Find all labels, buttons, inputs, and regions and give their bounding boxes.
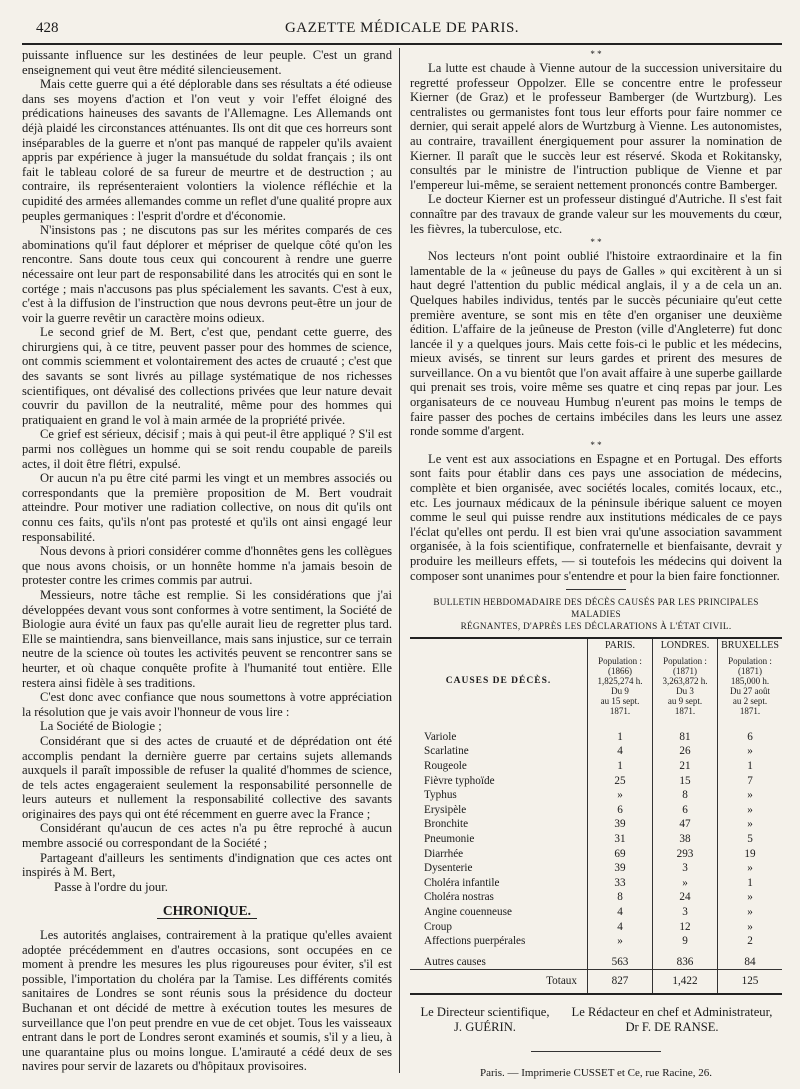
londres-cell: 15 — [653, 774, 718, 789]
bulletin-title — [410, 596, 782, 632]
article-paragraph: Le second grief de M. Bert, c'est que, pendant cette guerre, des chirurgiens qui, à ce titre, peuvent passer pour des hommes de science, ont commis sciemment et volontairement des actes de cruauté ; c'est que des savants se sont livrés au pillage systématique de nos richesses scientifiques, ont dévalisé des collections privées que leur nature devait couvrir du pavillon de la neutralité, même pour des hommes qui pratiquaient en grand le vol à main armée de la propriété privée. — [22, 325, 392, 427]
paris-cell: 1 — [588, 724, 653, 745]
article-paragraph: La lutte est chaude à Vienne autour de la succession universitaire du regretté professeur Oppolzer. Elle se concentre entre le professeur Kierner (de Graz) et le professeur Bamberger (de Wurtzburg). Les centralistes ou germanistes font tous leur efforts pour faire nommer ce dernier, qui serait appelé alors de Wurtzburg à Vienne. Les autonomistes, au contraire, travaillent énergiquement pour assurer la nomination de Kierner. Il paraît que le succès leur est réservé. Skoda et Rokitansky, consultés par le ministre de l'intruction publique de Vienne et par l'empereur lui-même, se seraient nettement prononcés contre Bamberger. — [410, 61, 782, 192]
article-paragraph: Passe à l'ordre du jour. — [54, 879, 168, 894]
londres-cell: 9 — [653, 934, 718, 949]
total-label: Totaux — [410, 970, 588, 994]
paris-cell: 6 — [588, 803, 653, 818]
journal-title: GAZETTE MÉDICALE DE PARIS. — [284, 20, 520, 36]
bruxelles-cell: » — [718, 861, 783, 876]
article-paragraph: Le docteur Kierner est un professeur distingué d'Autriche. Il s'est fait connaître par des travaux de grande valeur sur les mouvements du cœur, les fièvres, la tuberculose, etc. — [410, 192, 782, 236]
table-row — [410, 847, 782, 862]
londres-cell: 3 — [653, 861, 718, 876]
city-info-line: au 2 sept. — [732, 695, 768, 706]
city-info-line: Du 3 — [676, 685, 694, 696]
article-paragraph: Considérant qu'aucun de ces actes n'a pu être reproché à aucun membre associé ou correspondant de la Société ; — [22, 821, 392, 851]
signatures — [410, 1005, 782, 1045]
bruxelles-cell: 7 — [718, 774, 783, 789]
city-info-line: Du 27 août — [730, 685, 770, 696]
table-row — [410, 774, 782, 789]
article-paragraph: Mais cette guerre qui a été déplorable dans ses résultats a été odieuse dans ses moyens d'action et l'on veut y voir l'effet éloigné des prédications haineuses des savants de l'Allemagne. Les Allemands ont déjà plaidé les circonstances atténuantes. Ils ont dit que ces horreurs sont inséparables de la guerre et n'ont pas manqué de rappeler qu'ils avaient appris par expérience à juger la mansuétude du soldat français ; ils ont fait le tableau coloré de sa fureur de meurtre et de destruction ; au contraire, ils représenteraient volontiers la violence réfléchie et la cupidité des armées allemandes comme un reflet d'une qualité propre aux peuples germaniques : l'esprit d'ordre et d'économie. — [22, 77, 392, 223]
separator-stars: * * — [590, 237, 602, 248]
section-title-text: CHRONIQUE. — [157, 903, 257, 919]
cause-cell: Affections puerpérales — [424, 935, 526, 948]
londres-cell: 26 — [653, 744, 718, 759]
paris-cell: » — [588, 934, 653, 949]
table-row — [410, 832, 782, 847]
article-paragraph: Le vent est aux associations en Espagne et en Portugal. Des efforts sont faits pour établir dans ces pays une association de médecins, complète et bien organisée, avec sociétés locales, comités locaux, etc., etc. Les journaux médicaux de la péninsule ibérique saluent ce moyen comme le seul qui puisse rendre aux institutions médicales de ce pays l'éclat qu'elles ont perdu. Il est bien vrai qu'une association savamment organisée, à la fois scientifique, confraternelle et bienfaisante, devrait y produire les meilleurs effets, — si toutefois les médecins qui doivent la composer sont unanimes pour s'entendre et pour la bien faire fonctionner. — [410, 451, 782, 583]
city-info — [588, 654, 653, 724]
cause-cell: Typhus — [424, 789, 457, 802]
footer-rule — [531, 1051, 661, 1052]
section-title — [22, 904, 392, 919]
cause-cell: Scarlatine — [424, 745, 469, 758]
table-row — [410, 949, 782, 970]
paris-cell: 31 — [588, 832, 653, 847]
table-row — [410, 905, 782, 920]
bruxelles-cell: » — [718, 817, 783, 832]
right-column — [410, 48, 782, 1080]
article-paragraph: Messieurs, notre tâche est remplie. Si les considérations que j'ai développées devant vous sont conformes à votre sentiment, la Société de Biologie aura évité un faux pas qu'elle aurait lieu de regretter plus tard. Elle se maintiendra, sans bienveillance, mais sans injustice, sur ce terrain neutre de la science où toutes les activités peuvent se rencontrer sans se heurter, et où chaque conquête profite à l'humanité tout entière. Elle restera ainsi fidèle à ses traditions. — [22, 587, 392, 690]
cause-cell: Rougeole — [424, 760, 467, 773]
table-row — [410, 890, 782, 905]
city-header: LONDRES. — [653, 638, 718, 654]
editor-signature — [562, 1005, 782, 1035]
director-role: Le Directeur scientifique, — [420, 1004, 550, 1019]
londres-cell: 12 — [653, 920, 718, 935]
paris-cell: 1 — [588, 759, 653, 774]
table-row — [410, 803, 782, 818]
cause-cell: Bronchite — [424, 818, 469, 831]
city-info-line: (1871) — [738, 665, 762, 676]
separator-stars: * * — [590, 439, 602, 450]
paris-cell: 39 — [588, 861, 653, 876]
city-info-line: Population : — [663, 655, 707, 666]
londres-cell: 8 — [653, 788, 718, 803]
article-paragraph: puissante influence sur les destinées de leur peuple. C'est un grand enseignement qui veut être médité silencieusement. — [22, 48, 392, 77]
londres-cell: 24 — [653, 890, 718, 905]
londres-cell: » — [653, 876, 718, 891]
bruxelles-cell: 6 — [718, 724, 783, 745]
total-paris: 827 — [588, 970, 653, 994]
article-paragraph: Nous devons à priori considérer comme d'honnêtes gens les collègues que nous avons choisis, or un honnête homme n'a jamais besoin de protester contre les crimes commis par autrui. — [22, 544, 392, 588]
total-row — [410, 970, 782, 994]
city-info-line: Population : — [728, 655, 772, 666]
londres-cell: 3 — [653, 905, 718, 920]
bruxelles-cell: » — [718, 744, 783, 759]
city-info-line: au 9 sept. — [667, 695, 703, 706]
cause-cell: Autres causes — [424, 955, 486, 968]
paris-cell: 69 — [588, 847, 653, 862]
londres-cell: 836 — [653, 949, 718, 970]
paris-cell: 8 — [588, 890, 653, 905]
paris-cell: 39 — [588, 817, 653, 832]
city-info-line: 1871. — [739, 705, 761, 716]
article-paragraph: Considérant que si des actes de cruauté et de déprédation ont été accomplis pendant la dernière guerre par certains sujets allemands auxquels il paraît impossible de refuser la qualité d'hommes de science, de tels actes engageraient seulement la responsabilité personnelle de leurs auteurs et nullement la responsabilité collective des savants originaires des pays qui ont été récemment en guerre avec la France ; — [22, 733, 392, 821]
bulletin-title-line: RÉGNANTES, D'APRÈS LES DÉCLARATIONS À L'ÉTAT CIVIL. — [460, 621, 732, 632]
article-paragraph: Partageant d'ailleurs les sentiments d'indignation que ces actes ont inspirés à M. Bert, — [22, 850, 392, 880]
table-row — [410, 724, 782, 745]
bruxelles-cell: 5 — [718, 832, 783, 847]
table-row — [410, 744, 782, 759]
londres-cell: 21 — [653, 759, 718, 774]
paris-cell: » — [588, 788, 653, 803]
page-header — [22, 16, 782, 40]
londres-cell: 81 — [653, 724, 718, 745]
bruxelles-cell: » — [718, 905, 783, 920]
bruxelles-cell: 84 — [718, 949, 783, 970]
city-info-line: (1866) — [608, 665, 632, 676]
editor-role: Le Rédacteur en chef et Administrateur, — [571, 1004, 773, 1019]
page-number: 428 — [36, 20, 59, 36]
cause-cell: Dysenterie — [424, 862, 473, 875]
bruxelles-cell: » — [718, 803, 783, 818]
article-paragraph: Nos lecteurs n'ont point oublié l'histoire extraordinaire et la fin lamentable de la « jeûneuse du pays de Galles » qui excitèrent à un si haut degré l'attention du public médical anglais, il y a de cela un an. Quelques habiles individus, tentés par le succès pécuniaire qu'eut cette première aventure, se sont mis en tête d'en organiser une deuxième édition. L'affaire de la jeûneuse de Preston (ville d'Angleterre) fut donc lancée il y a quelques jours. Mais cette fois-ci le public et les médecins, mieux avisés, se tinrent sur leurs gardes et prirent des mesures de surveillance. On a vu bientôt que l'on avait affaire à une superbe gaillarde qui prenait ses trois, voire même ses quatre et cinq repas par jour. Les organisateurs de ce nouveau Humbug n'eurent pas moins le temps de faire passer des poches de certains imbéciles dans les leurs une assez ronde somme d'argent. — [410, 249, 782, 439]
separator-stars: * * — [590, 49, 602, 59]
paris-cell: 4 — [588, 920, 653, 935]
city-info-line: 1871. — [609, 705, 631, 716]
bruxelles-cell: » — [718, 890, 783, 905]
article-paragraph: Ce grief est sérieux, décisif ; mais à qui peut-il être appliqué ? S'il est parmi nos collègues un homme qui se soit rendu coupable de pareils actes, il doit être flétri, expulsé. — [22, 427, 392, 471]
article-paragraph: Or aucun n'a pu être cité parmi les vingt et un membres associés ou correspondants que la première proposition de M. Bert voudrait atteindre. Pour motiver une radiation collective, on nous dit qu'ils ont connu ces faits, qu'ils n'ont pas protesté et qu'ils ont ainsi engagé leur responsabilité. — [22, 471, 392, 544]
paris-cell: 33 — [588, 876, 653, 891]
city-info-line: 1,825,274 h. — [597, 675, 643, 686]
paris-cell: 25 — [588, 774, 653, 789]
table-row — [410, 920, 782, 935]
table-body — [410, 724, 782, 970]
article-paragraph: La Société de Biologie ; — [40, 719, 162, 734]
column-divider — [399, 48, 400, 1073]
editor-name: Dr F. DE RANSE. — [625, 1019, 719, 1034]
table-row — [410, 817, 782, 832]
paris-cell: 4 — [588, 744, 653, 759]
chronique-paragraph: Les autorités anglaises, contrairement à la pratique qu'elles avaient adoptée précédemment en d'autres occasions, sont occupées en ce moment à prendre les mesures les plus rigoureuses pour éviter, s'il est possible, l'importation du choléra par la Tamise. Les différents comités sanitaires de Londres se sont réunis sous la présidence du docteur Buchanan et ont décidé de mettre à exécution toutes les mesures de surveillance que l'on peut prendre en vue de cet objet. Tous les vaisseaux entrant dans le port de Londres seront examinés et soumis, s'il y a lieu, à une quarantaine plus ou moins longue. L'amirauté a cédé deux de ses navires pour servir de lazarets ou d'hôpitaux provisoires. — [22, 928, 392, 1074]
bruxelles-cell: 19 — [718, 847, 783, 862]
table-row — [410, 934, 782, 949]
city-info-line: Population : — [598, 655, 642, 666]
cause-cell: Croup — [424, 920, 452, 933]
mortality-table — [410, 637, 782, 995]
bruxelles-cell: 1 — [718, 876, 783, 891]
director-name: J. GUÉRIN. — [454, 1019, 516, 1034]
cause-cell: Erysipèle — [424, 803, 467, 816]
cause-cell: Fièvre typhoïde — [424, 774, 495, 787]
header-rule — [22, 43, 782, 45]
table-row — [410, 861, 782, 876]
table-row — [410, 876, 782, 891]
paris-cell: 4 — [588, 905, 653, 920]
city-info — [718, 654, 783, 724]
printer-line: Paris. — Imprimerie CUSSET et Ce, rue Racine, 26. — [480, 1066, 712, 1079]
city-info-line: au 15 sept. — [600, 695, 640, 706]
total-bruxelles: 125 — [718, 970, 783, 994]
table-row — [410, 759, 782, 774]
bulletin-title-line: BULLETIN HEBDOMADAIRE DES DÉCÈS CAUSÉS PAR LES PRINCIPALES MALADIES — [433, 597, 759, 620]
article-paragraph: N'insistons pas ; ne discutons pas sur les mérites comparés de ces abominations qu'il faut déplorer et mépriser de quelque côté qu'on les rencontre. Sans doute tous ceux qui concourent à rendre une guerre nécessaire ont leur part de responsabilité dans les atrocités qui en sont le cortége ; mais n'accusons pas plus spécialement les savants. C'est à eux, c'est à la diffusion de l'instruction que nous devrons peut-être un jour de voir la guerre revêtir un caractère moins odieux. — [22, 223, 392, 325]
separator-rule — [566, 589, 626, 590]
city-header: PARIS. — [588, 638, 653, 654]
bruxelles-cell: 2 — [718, 934, 783, 949]
left-column — [22, 48, 392, 1074]
city-info-line: (1871) — [673, 665, 697, 676]
cause-cell: Choléra nostras — [424, 891, 494, 904]
londres-cell: 6 — [653, 803, 718, 818]
city-header: BRUXELLES — [718, 638, 783, 654]
paris-cell: 563 — [588, 949, 653, 970]
cause-cell: Angine couenneuse — [424, 906, 512, 918]
londres-cell: 293 — [653, 847, 718, 862]
table-header-row — [410, 638, 782, 654]
director-signature — [410, 1005, 560, 1035]
city-info-line: 1871. — [674, 705, 696, 716]
bruxelles-cell: » — [718, 920, 783, 935]
bruxelles-cell: 1 — [718, 759, 783, 774]
londres-cell: 47 — [653, 817, 718, 832]
city-info-line: 185,000 h. — [730, 675, 770, 686]
cause-cell: Diarrhée — [424, 847, 464, 860]
bruxelles-cell: » — [718, 788, 783, 803]
city-info — [653, 654, 718, 724]
cause-cell: Variole — [424, 730, 457, 743]
city-info-line: 3,263,872 h. — [662, 675, 708, 686]
total-londres: 1,422 — [653, 970, 718, 994]
cause-cell: Choléra infantile — [424, 876, 500, 889]
londres-cell: 38 — [653, 832, 718, 847]
causes-header: CAUSES DE DÉCÈS. — [445, 676, 552, 687]
article-paragraph: C'est donc avec confiance que nous soumettons à votre appréciation la résolution que je vais avoir l'honneur de vous lire : — [22, 690, 392, 719]
city-info-line: Du 9 — [611, 685, 629, 696]
cause-cell: Pneumonie — [424, 833, 475, 846]
table-row — [410, 788, 782, 803]
